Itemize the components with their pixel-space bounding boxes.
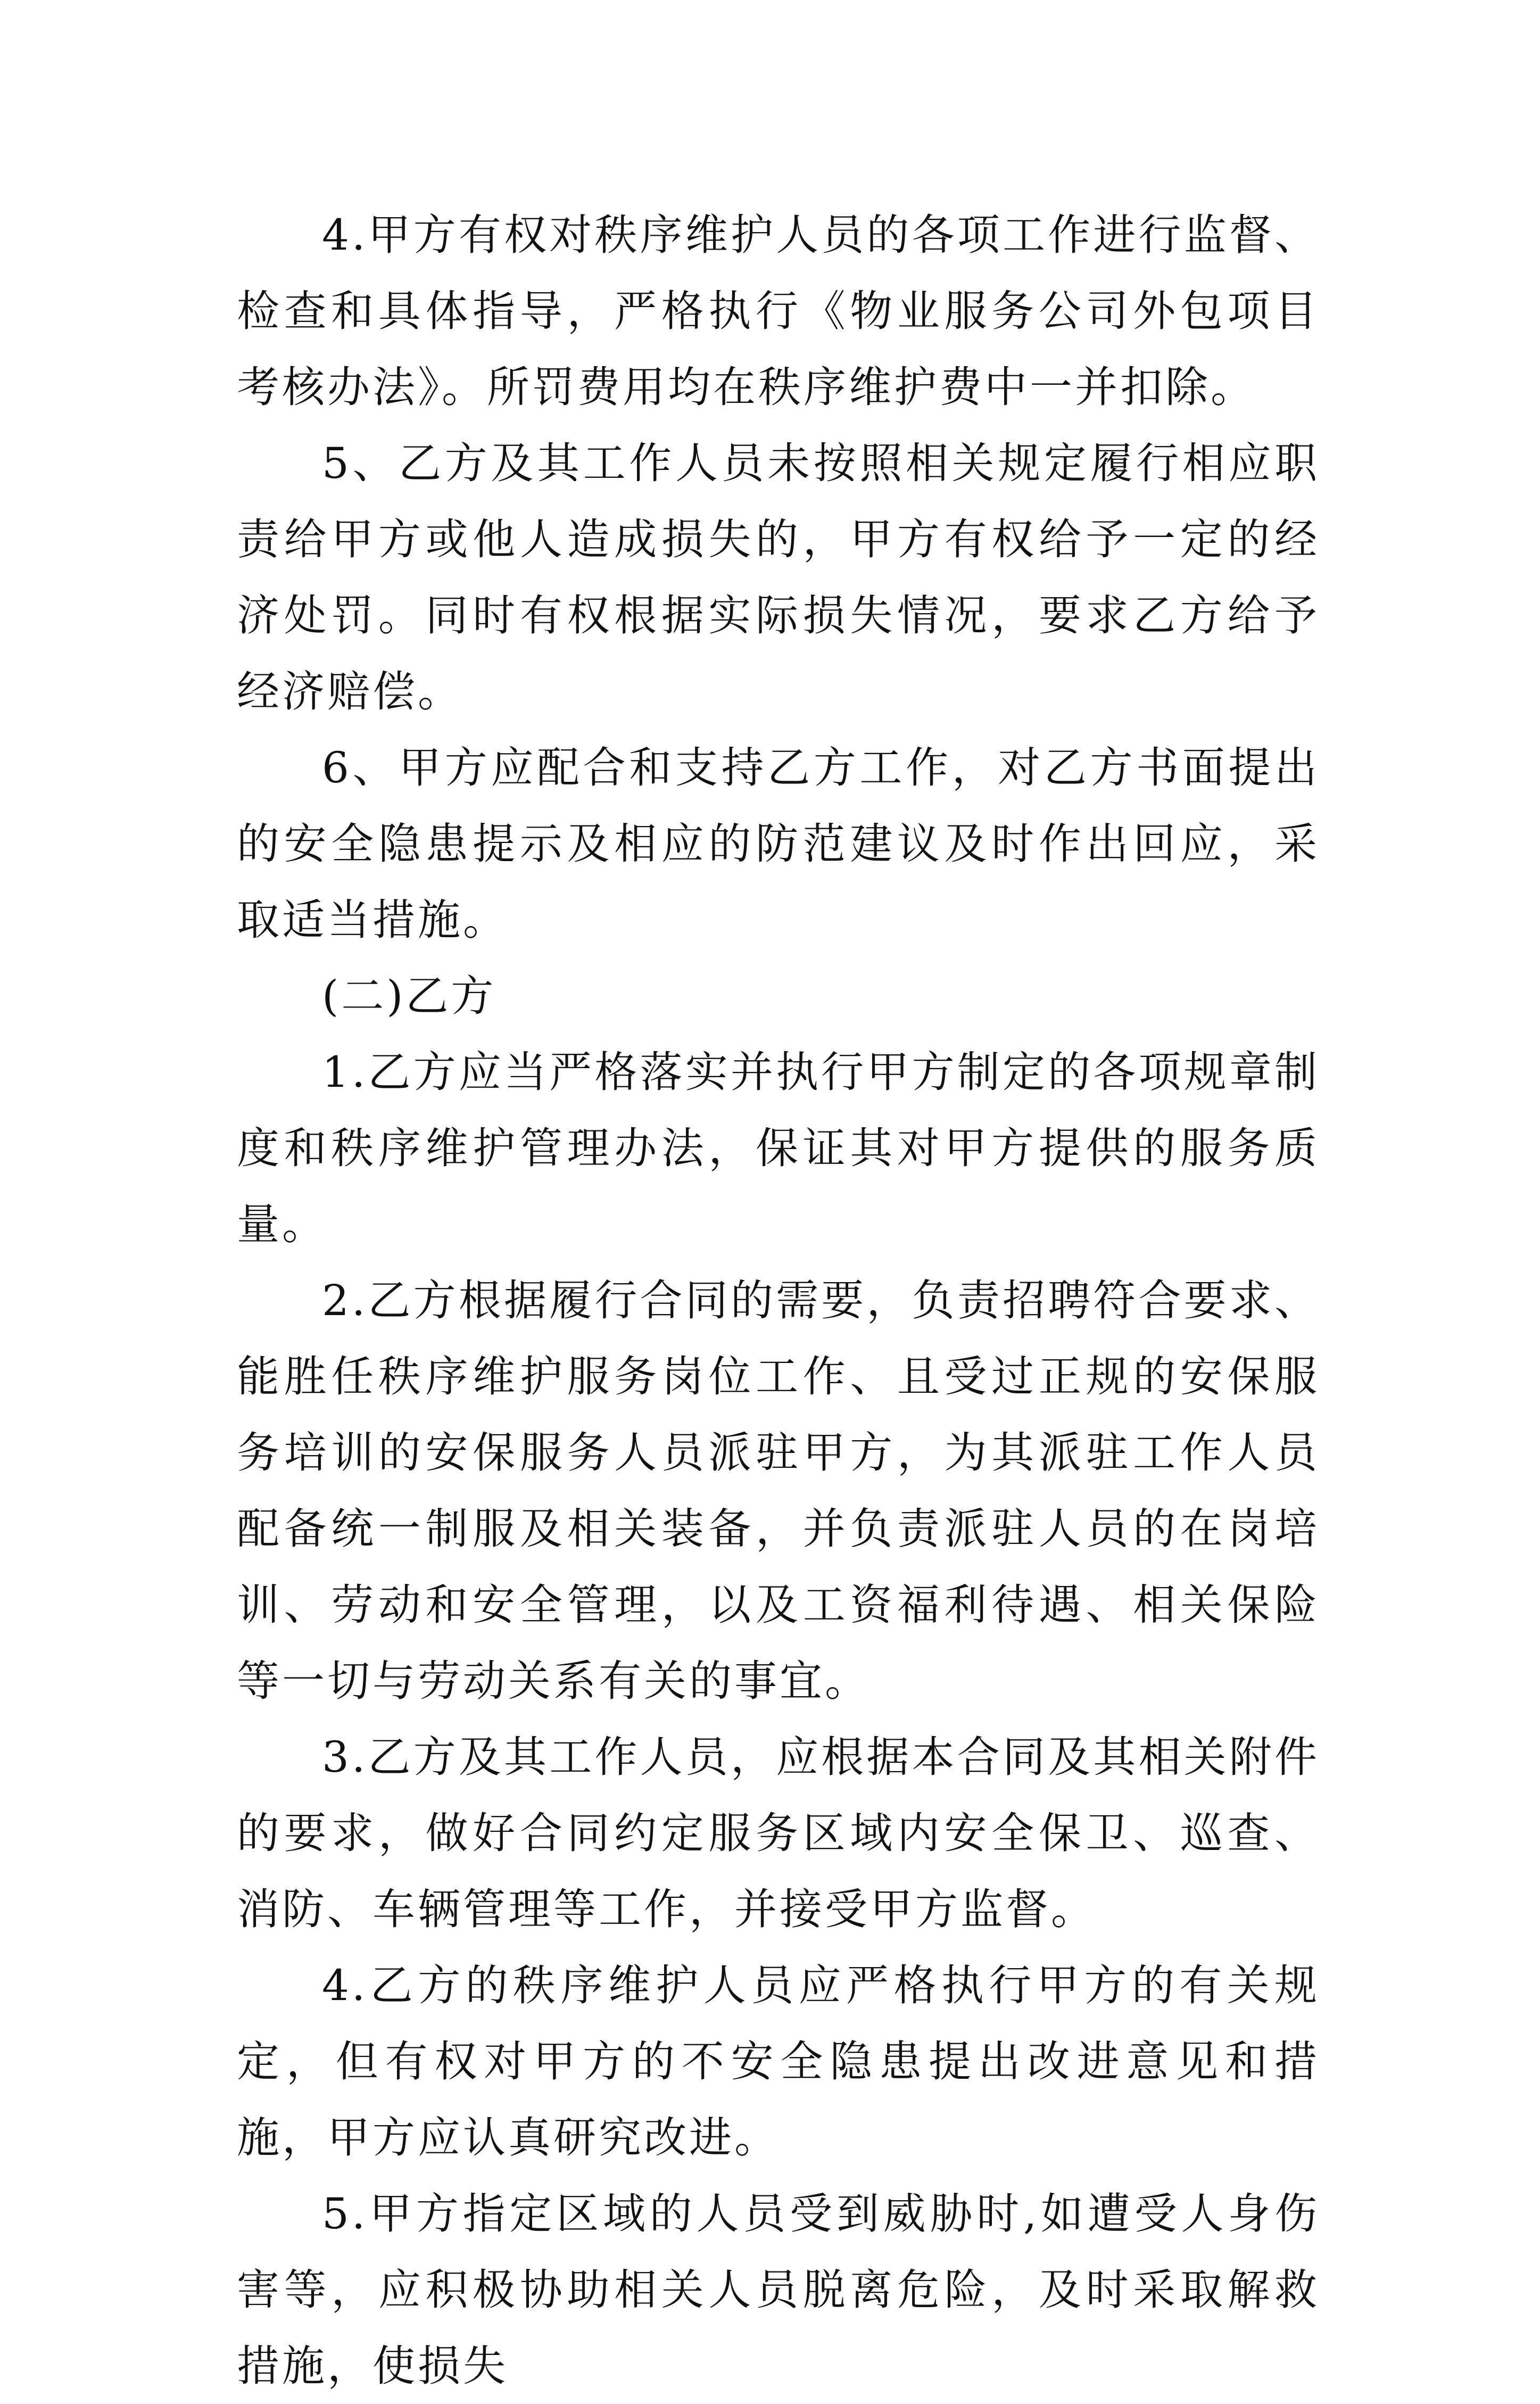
clause-b-3: 3.乙方及其工作人员，应根据本合同及其相关附件的要求，做好合同约定服务区域内安全保卫、巡查、消防、车辆管理等工作，并接受甲方监督。 (237, 1732, 1320, 1934)
clause-b-5: 5.甲方指定区域的人员受到威胁时,如遭受人身伤害等，应积极协助相关人员脱离危险，及时采取解救措施，使损失 (237, 2189, 1320, 2391)
clause-b-1: 1.乙方应当严格落实并执行甲方制定的各项规章制度和秩序维护管理办法，保证其对甲方提供的服务质量。 (237, 1047, 1320, 1249)
clause-a-5: 5、乙方及其工作人员未按照相关规定履行相应职责给甲方或他人造成损失的，甲方有权给予一定的经济处罚。同时有权根据实际损失情况，要求乙方给予经济赔偿。 (237, 439, 1320, 716)
clause-b-2: 2.乙方根据履行合同的需要，负责招聘符合要求、能胜任秩序维护服务岗位工作、且受过正规的安保服务培训的安保服务人员派驻甲方，为其派驻工作人员配备统一制服及相关装备，并负责派驻人员的在岗培训、劳动和安全管理，以及工资福利待遇、相关保险等一切与劳动关系有关的事宜。 (237, 1276, 1320, 1706)
section-heading-party-b: (二)乙方 (322, 971, 496, 1021)
document-body (237, 197, 1320, 2404)
clause-b-4: 4.乙方的秩序维护人员应严格执行甲方的有关规定，但有权对甲方的不安全隐患提出改进意见和措施，甲方应认真研究改进。 (237, 1961, 1320, 2162)
clause-a-4: 4.甲方有权对秩序维护人员的各项工作进行监督、检查和具体指导，严格执行《物业服务公司外包项目考核办法》。所罚费用均在秩序维护费中一并扣除。 (237, 210, 1320, 412)
clause-a-6: 6、甲方应配合和支持乙方工作，对乙方书面提出的安全隐患提示及相应的防范建议及时作出回应，采取适当措施。 (237, 743, 1320, 945)
